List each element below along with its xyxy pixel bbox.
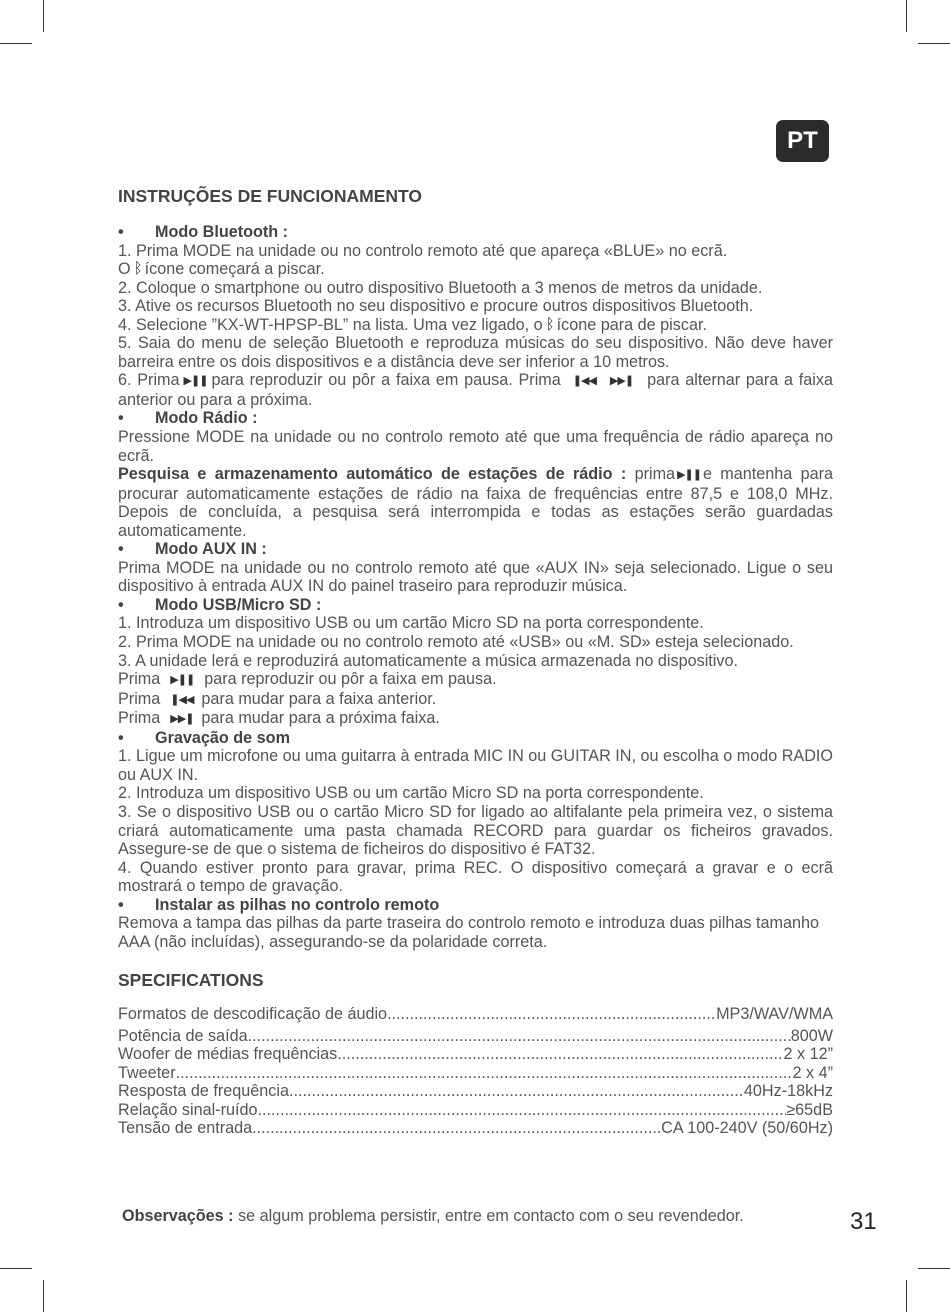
spec-row: Relação sinal-ruído ..... ≥65dB bbox=[118, 1101, 833, 1120]
dot-leader bbox=[176, 1064, 793, 1083]
recording-step-4: 4. Quando estiver pronto para gravar, prima REC. O dispositivo começará a gravar e o ecrã mostrará o tempo de gravação. bbox=[118, 858, 833, 896]
usb-play-line: Prima ▶❚❚ para reproduzir ou pôr a faixa em pausa. bbox=[118, 670, 497, 689]
bluetooth-step-3: 3. Ative os recursos Bluetooth no seu dispositivo e procure outros dispositivos Bluetooth. bbox=[118, 297, 754, 316]
next-track-icon: ▶▶❚ bbox=[170, 713, 194, 726]
dot-leader bbox=[257, 1101, 786, 1120]
section-heading-bluetooth: • Modo Bluetooth : bbox=[118, 223, 289, 241]
dot-leader bbox=[337, 1045, 783, 1064]
crop-mark bbox=[918, 1268, 950, 1269]
bluetooth-step-2: 2. Coloque o smartphone ou outro dispositivo Bluetooth a 3 menos de metros da unidade. bbox=[118, 278, 763, 297]
specifications-title: SPECIFICATIONS bbox=[118, 970, 264, 991]
usb-prev-line: Prima ❚◀◀ para mudar para a faixa anterior. bbox=[118, 689, 437, 708]
footer-note: Observações : se algum problema persistir, entre em contacto com o seu revendedor. bbox=[122, 1207, 744, 1226]
spec-row: Tweeter ..... 2 x 4” bbox=[118, 1064, 833, 1083]
section-heading-aux: • Modo AUX IN : bbox=[118, 540, 267, 559]
language-badge: PT bbox=[776, 120, 829, 162]
section-heading-radio: • Modo Rádio : bbox=[118, 409, 258, 428]
dot-leader bbox=[252, 1119, 661, 1138]
spec-row: Resposta de frequência ..... 40Hz-18kHz bbox=[118, 1082, 833, 1101]
bluetooth-step-1b: O ᛒ ícone começará a piscar. bbox=[118, 260, 325, 279]
batteries-paragraph: Remova a tampa das pilhas da parte traseira do controlo remoto e introduza duas pilhas tamanho AAA (não incluídas), assegurando-se da polaridade correta. bbox=[118, 914, 819, 951]
section-heading-recording: • Gravação de som bbox=[118, 728, 290, 747]
spec-row: Woofer de médias frequências ..... 2 x 12” bbox=[118, 1045, 833, 1064]
next-track-icon: ▶▶❚ bbox=[609, 375, 634, 388]
dot-leader bbox=[289, 1082, 744, 1101]
bluetooth-icon: ᛒ bbox=[133, 260, 142, 278]
bluetooth-step-5: 5. Saia do menu de seleção Bluetooth e reproduza músicas do seu dispositivo. Não deve haver barreira entre os dois dispositivos e a distância deve ser inferior a 10 metros. bbox=[118, 334, 833, 371]
crop-mark bbox=[906, 0, 907, 32]
section-heading-batteries: • Instalar as pilhas no controlo remoto bbox=[118, 895, 440, 914]
radio-paragraph-1: Pressione MODE na unidade ou no controlo remoto até que uma frequência de rádio apareça no ecrã. bbox=[118, 428, 833, 465]
specifications-list bbox=[118, 1005, 833, 1138]
crop-mark bbox=[906, 1280, 907, 1312]
recording-step-1: 1. Ligue um microfone ou uma guitarra à entrada MIC IN ou GUITAR IN, ou escolha o modo RADIO ou AUX IN. bbox=[118, 747, 833, 784]
crop-mark bbox=[918, 43, 950, 44]
spec-row: Formatos de descodificação de áudio ..... MP3/WAV/WMA bbox=[118, 1005, 833, 1024]
play-pause-icon: ▶❚❚ bbox=[170, 674, 195, 687]
usb-step-2: 2. Prima MODE na unidade ou no controlo remoto até «USB» ou «M. SD» esteja selecionado. bbox=[118, 633, 794, 652]
usb-next-line: Prima ▶▶❚ para mudar para a próxima faixa. bbox=[118, 709, 440, 728]
radio-paragraph-2: Pesquisa e armazenamento automático de estações de rádio : prima ▶❚❚ e mantenha para procurar automaticamente estações de rádio na faixa de frequências entre 87,5 e 108,0 MHz. Depois de concluída, a pesquisa será interrompida e todas as estações serão guardadas automaticamente. bbox=[118, 465, 833, 540]
dot-leader bbox=[248, 1027, 791, 1046]
crop-mark bbox=[0, 1268, 32, 1269]
crop-mark bbox=[43, 1280, 44, 1312]
instructions-section bbox=[118, 185, 833, 1138]
spec-row: Tensão de entrada ..... CA 100-240V (50/60Hz) bbox=[118, 1119, 833, 1138]
bluetooth-icon: ᛒ bbox=[545, 315, 554, 333]
previous-track-icon: ❚◀◀ bbox=[572, 375, 596, 388]
spec-row: Potência de saída ..... 800W bbox=[118, 1027, 833, 1046]
bluetooth-step-4: 4. Selecione ”KX-WT-HPSP-BL” na lista. Uma vez ligado, o ᛒ ícone para de piscar. bbox=[118, 315, 707, 334]
usb-step-1: 1. Introduza um dispositivo USB ou um cartão Micro SD na porta correspondente. bbox=[118, 614, 704, 633]
play-pause-icon: ▶❚❚ bbox=[677, 469, 701, 482]
recording-step-2: 2. Introduza um dispositivo USB ou um cartão Micro SD na porta correspondente. bbox=[118, 784, 704, 803]
crop-mark bbox=[43, 0, 44, 32]
play-pause-icon: ▶❚❚ bbox=[183, 375, 208, 388]
dot-leader bbox=[387, 1005, 716, 1024]
page-number: 31 bbox=[850, 1208, 877, 1235]
bluetooth-step-6: 6. Prima ▶❚❚ para reproduzir ou pôr a faixa em pausa. Prima ❚◀◀ ▶▶❚ para alternar para a faixa anterior ou para a próxima. bbox=[118, 371, 833, 409]
previous-track-icon: ❚◀◀ bbox=[170, 693, 194, 706]
recording-step-3: 3. Se o dispositivo USB ou o cartão Micro SD for ligado ao altifalante pela primeira vez, o sistema criará automaticamente uma pasta chamada RECORD para guardar os ficheiros gravados. Assegure-se de que o sistema de ficheiros do dispositivo é FAT32. bbox=[118, 802, 833, 859]
bluetooth-step-1: 1. Prima MODE na unidade ou no controlo remoto até que apareça «BLUE» no ecrã. bbox=[118, 241, 728, 260]
aux-paragraph: Prima MODE na unidade ou no controlo remoto até que «AUX IN» seja selecionado. Ligue o seu dispositivo à entrada AUX IN do painel traseiro para reproduzir música. bbox=[118, 558, 833, 596]
usb-step-3: 3. A unidade lerá e reproduzirá automaticamente a música armazenada no dispositivo. bbox=[118, 651, 738, 670]
section-heading-usb: • Modo USB/Micro SD : bbox=[118, 595, 322, 614]
crop-mark bbox=[0, 43, 32, 44]
page-title: INSTRUÇÕES DE FUNCIONAMENTO bbox=[118, 186, 422, 206]
